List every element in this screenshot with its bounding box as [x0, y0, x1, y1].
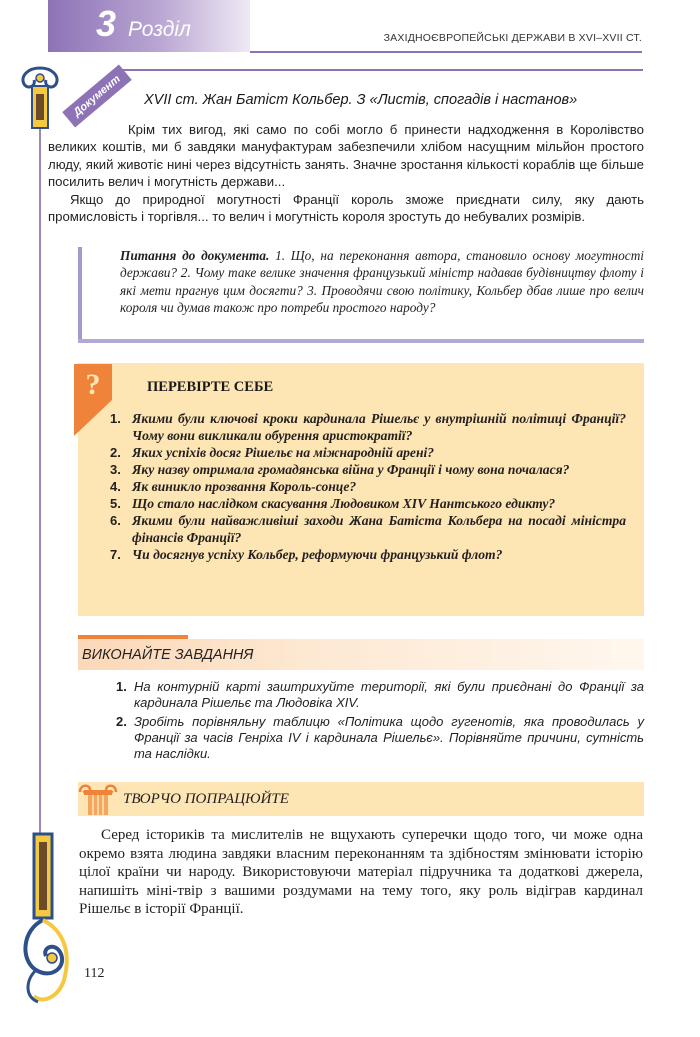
list-item: 6. Якими були найважливіші заходи Жана Батіста Кольбера на посаді міністра фінансів Франції?: [110, 513, 626, 545]
list-item: 1. На контурній карті заштрихуйте території, які були приєднані до Франції за кардинала Рішельє та Людовіка XIV.: [116, 679, 644, 711]
list-item: 7. Чи досягнув успіху Кольбер, реформуючи французький флот?: [110, 547, 503, 562]
document-tag: Документ: [62, 65, 132, 128]
page-number: 112: [84, 966, 105, 981]
section-title: ЗАХІДНОЄВРОПЕЙСЬКІ ДЕРЖАВИ В XVI–XVII СТ.: [383, 32, 642, 44]
document-paragraph: Крім тих вигод, які само по собі могло б принести надходження в Королівство великих коштів, ми б завдяки мануфактурам забезпечили хлібом насущним мільйон простого люду, який животіє нині через відсутність занять. Значне зростання кількості кораблів ще більше посилить велич і могутність держави...: [48, 122, 644, 190]
document-title: XVII ст. Жан Батіст Кольбер. З «Листів, спогадів і настанов»: [144, 92, 578, 108]
margin-rule: [39, 86, 41, 846]
questions-text: 1. Що, на переконання автора, становило основу могутності держави? 2. Чому таке велике значення французький міністр надавав будівництву флоту і які мети прагнув цим досягти? 3. Проводячи свою політику, Кольбер дбав лише про велич короля чи думав також про потреби простого народу?: [120, 248, 644, 316]
list-item: 2. Яких успіхів досяг Рішельє на міжнародній арені?: [110, 445, 435, 460]
list-item: 1. Якими були ключові кроки кардинала Рішельє у внутрішній політиці Франції? Чому вони викликали обурення аристократії?: [110, 411, 626, 443]
questions-underline: [78, 339, 644, 343]
ornament-icon: [12, 830, 84, 1010]
questions-label: Питання до документа.: [120, 248, 270, 263]
column-capital-icon: [76, 780, 120, 818]
list-item: 4. Як виникло прозвання Король-сонце?: [110, 479, 357, 494]
svg-text:?: ?: [85, 368, 101, 401]
document-paragraph: Якщо до природної могутності Франції король зможе приєднати силу, яку дають промисловість і торгівля... то велич і могутність короля зростуть до небувалих розмірів.: [48, 191, 644, 225]
tasks-list: [116, 679, 644, 764]
creative-title: ТВОРЧО ПОПРАЦЮЙТЕ: [123, 791, 289, 807]
document-body: [48, 121, 644, 225]
list-item: 3. Яку назву отримала громадянська війна у Франції і чому вона почалася?: [110, 462, 570, 477]
chapter-word: Розділ: [128, 18, 191, 41]
list-item: 2. Зробіть порівняльну таблицю «Політика щодо гугенотів, яка проводилась у Франції за часів Генріха IV і кардинала Рішельє». Порівняйте причини, сутність та наслідки.: [116, 713, 644, 762]
check-yourself-title: ПЕРЕВІРТЕ СЕБЕ: [147, 379, 274, 395]
question-mark-icon: [74, 364, 112, 436]
document-questions: [78, 247, 644, 343]
header-rule: [250, 51, 642, 53]
document-rule: [118, 69, 643, 71]
tasks-title: ВИКОНАЙТЕ ЗАВДАННЯ: [82, 647, 254, 663]
creative-text: Серед істориків та мислителів не вщухають суперечки щодо того, чи може одна окремо взята людина завдяки власним переконанням та здібностям змінювати історію цілої країни чи народу. Використовуючи матеріал підручника та додаткові джерела, напишіть міні-твір з вашими роздумами на тему того, яку роль відіграв кардинал Рішельє в історії Франції.: [79, 827, 643, 917]
check-yourself-list: [110, 410, 626, 563]
list-item: 5. Що стало наслідком скасування Людовиком XIV Нантського едикту?: [110, 496, 556, 511]
chapter-number: 3: [96, 3, 117, 44]
